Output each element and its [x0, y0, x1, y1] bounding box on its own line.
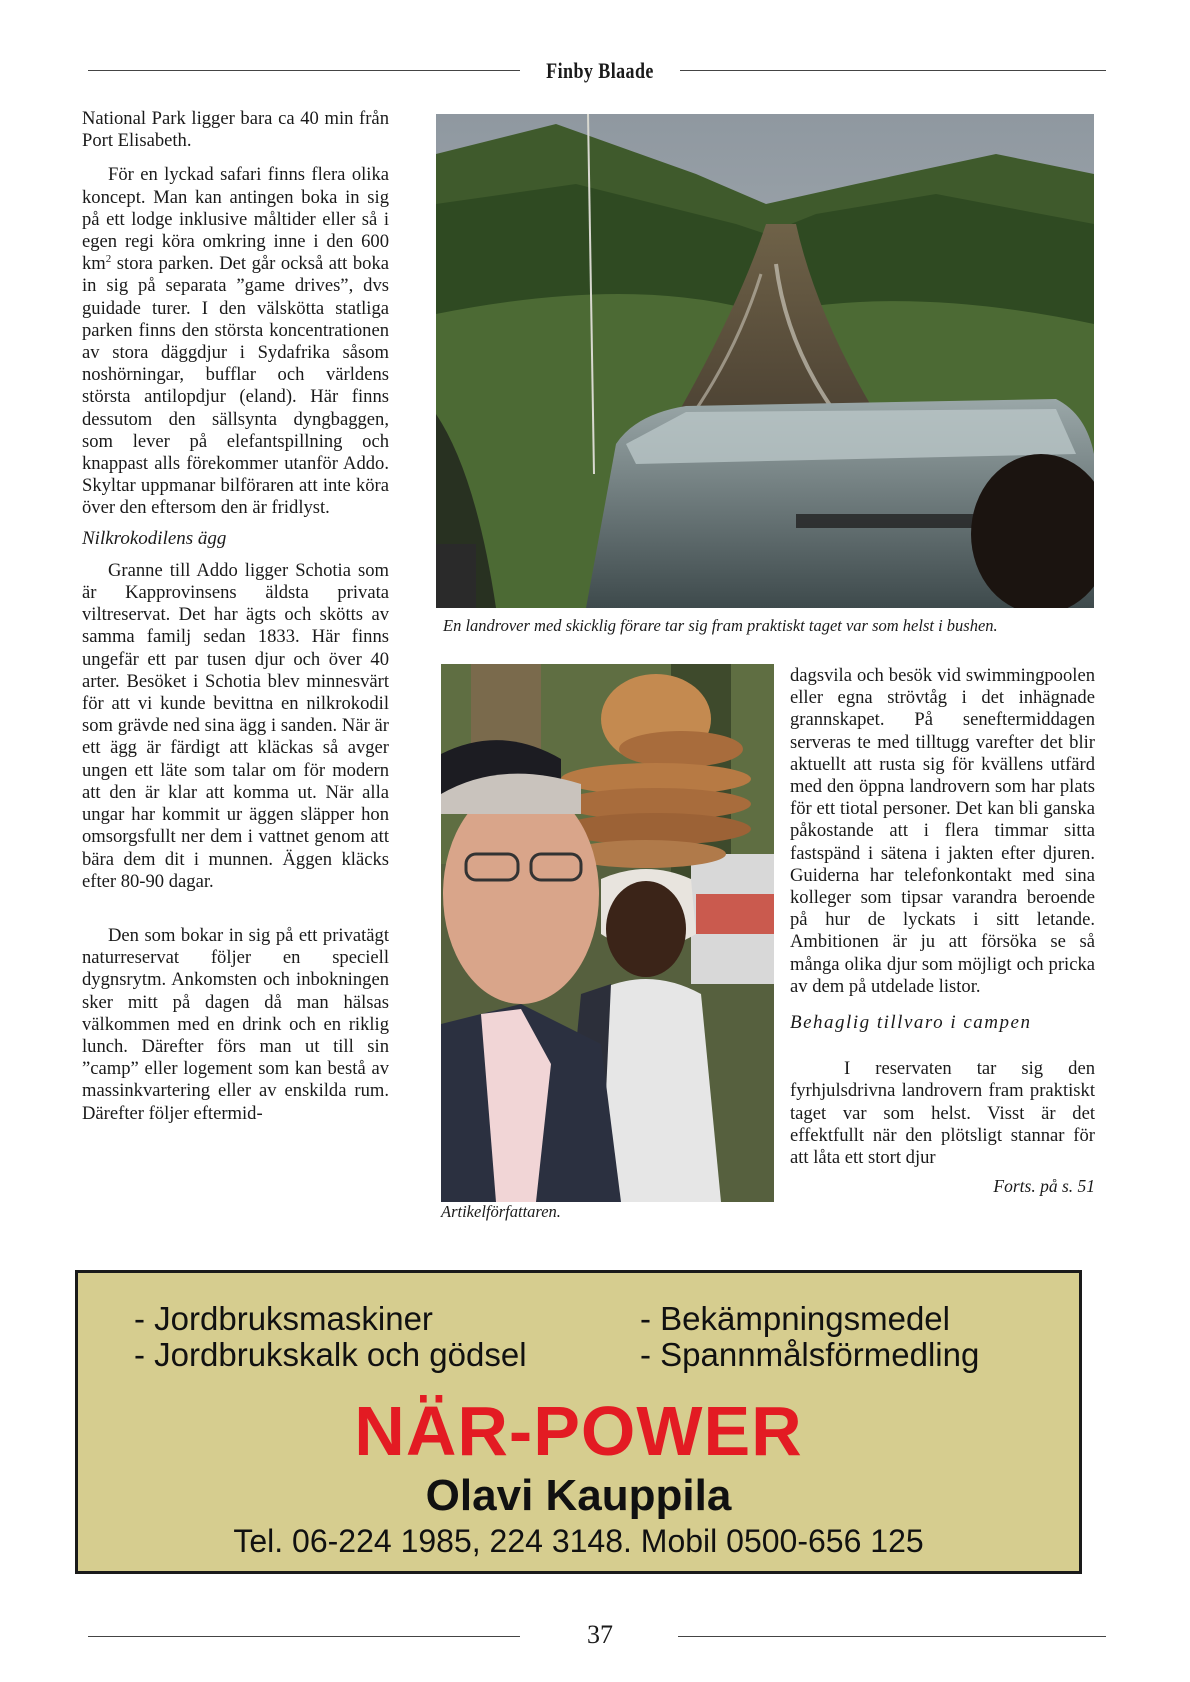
advertisement-box — [75, 1270, 1082, 1574]
ad-item: - Jordbrukskalk och gödsel — [134, 1336, 527, 1373]
ad-item: - Spannmålsförmedling — [640, 1336, 980, 1373]
header-rule-right — [680, 70, 1106, 71]
paragraph-text: stora parken. Det går också att boka in sig på separata ”game drives”, dvs guidade turer. I den välskötta statliga parken finns den största koncentrationen av stora däggdjur i Sydafrika såsom noshörningar, bufflar och världens största antilopdjur (eland). Här finns dessutom den sällsynta dyngbaggen, som lever på elefantspillning och knappast alls förekommer utanför Addo. Skyltar uppmanar bilföraren att inte köra över den eftersom den är fridlyst. — [82, 253, 389, 519]
ad-brand-name: NÄR-POWER — [354, 1392, 803, 1470]
masthead-title: Finby Blaade — [546, 58, 654, 83]
landrover-photo — [436, 114, 1094, 608]
photo-caption-landrover: En landrover med skicklig förare tar sig fram praktiskt taget var som helst i bushen. — [443, 616, 998, 635]
paragraph: dagsvila och besök vid swimmingpoolen eller egna strövtåg i det inhägnade grannskapet. På seneftermiddagen serveras te med tilltugg varefter det blir aktuellt att rusta sig för kvällens utfärd med den öppna landrovern som har plats för ett tiotal personer. Det kan bli ganska påkostande att i flera timmar sitta fastspänd i sätena i jakten efter djuren. Guiderna har telefonkontakt med sina kolleger som tipsar varandra beroende på hur de lyckats i sitt letande. Ambitionen är ju att försöka se så många olika djur som möjligt och pricka av dem på utdelade listor. — [790, 665, 1095, 997]
paragraph: I reservaten tar sig den fyrhjulsdrivna landrovern fram praktiskt taget var som helst. Visst är det effektfullt när den plötsligt stannar för att låta ett stort djur — [790, 1058, 1095, 1169]
author-photo — [441, 664, 774, 1202]
paragraph: National Park ligger bara ca 40 min från Port Elisabeth. — [82, 108, 389, 152]
photo-caption-author: Artikelförfattaren. — [441, 1202, 561, 1221]
ad-item: - Jordbruksmaskiner — [134, 1300, 433, 1337]
subheading: Nilkrokodilens ägg — [82, 527, 227, 549]
footer-rule-left — [88, 1636, 520, 1637]
paragraph: Granne till Addo ligger Schotia som är Kapprovinsens äldsta privata viltreservat. Det har ägts och skötts av samma familj sedan 1833. Här finns ungefär ett par tusen djur och över 40 arter. Besöket i Schotia blev minnesvärt för att vi kunde bevittna en nilkrokodil som grävde ned sina ägg i sanden. När är ett ägg är färdigt att kläckas så avger ungen ett läte som talar om för modern att den är klar att komma ut. När alla ungar har kommit ur äggen släpper hon omsorgsfullt ner dem i vattnet genom att bära dem dit i munnen. Äggen kläcks efter 80-90 dagar. — [82, 559, 389, 892]
paragraph — [82, 164, 389, 519]
superscript: 2 — [105, 253, 112, 266]
continued-note: Forts. på s. 51 — [993, 1176, 1095, 1197]
subheading: Behaglig tillvaro i campen — [790, 1012, 1032, 1034]
author-image — [441, 664, 774, 1202]
page-number: 37 — [587, 1620, 613, 1649]
paragraph: Den som bokar in sig på ett privatägt naturreservat följer en speciell dygnsrytm. Ankomsten och inbokningen sker mitt på dagen då man hälsas välkommen med en drink och en riklig lunch. Därefter förs man ut till sin ”camp” eller logement som kan bestå av massinkvartering eller av enskilda rum. Därefter följer eftermid- — [82, 924, 389, 1124]
ad-contact-name: Olavi Kauppila — [425, 1471, 732, 1520]
footer-rule-right — [678, 1636, 1106, 1637]
landrover-image — [436, 114, 1094, 608]
ad-item: - Bekämpningsmedel — [640, 1300, 950, 1337]
header-rule-left — [88, 70, 520, 71]
ad-phone-numbers: Tel. 06-224 1985, 224 3148. Mobil 0500-656 125 — [233, 1523, 924, 1559]
paragraph-text: För en lyckad safari finns flera olika koncept. Man kan antingen boka in sig på ett lodge inklusive måltider eller så i egen regi köra omkring inne i den 600 km — [82, 164, 389, 275]
article-column-left — [82, 108, 389, 1125]
article-column-right — [790, 665, 1095, 1197]
